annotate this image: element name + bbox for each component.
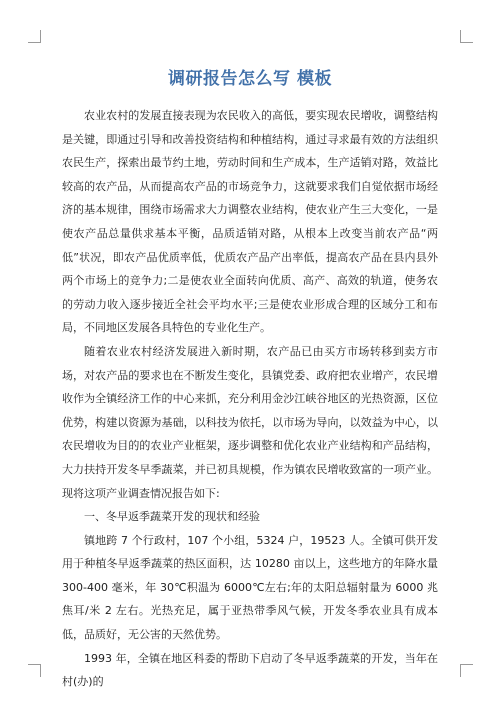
paragraph-intro: 农业农村的发展直接表现为农民收入的高低，要实现农民增收，调整结构是关键，即通过引导和改善投资结构和种植结构，通过寻求最有效的方法组织农民生产，探索出最节约土地，劳动时间和生产成本，生产适销对路，效益比较高的农产品，从而提高农产品的市场竞争力，这就要求我们自觉依据市场经济的基本规律，围绕市场需求大力调整农业结构，使农业产生三大变化，一是使农产品总量供求基本平衡，品质适销对路，从根本上改变当前农产品“两低”状况，即农产品优质率低，优质农产品产出率低，提高农产品在县内县外两个市场上的竞争力;二是使农业全面转向优质、高产、高效的轨道，使务农的劳动力收入逐步接近全社会平均水平;三是使农业形成合理的区域分工和布局，不同地区发展各具特色的专业化生产。 [62,109,438,335]
paragraph-background: 随着农业农村经济发展进入新时期，农产品已由买方市场转移到卖方市场，对农产品的要求也在不断发生变化，县镇党委、政府把农业增产，农民增收作为全镇经济工作的中心来抓，充分利用金沙江峡谷地区的光热资源，区位优势，构建以资源为基础，以科技为依托，以市场为导向，以效益为中心，以农民增收为目的的农业产业框架，逐步调整和优化农业产业结构和产品结构，大力扶持开发冬早季蔬菜，并已初具规模，作为镇农民增收致富的一项产业。现将这项产业调查情况报告如下: [62,344,438,500]
document-body [62,104,438,694]
document-title: 调研报告怎么写 模板 [168,69,332,89]
crop-mark-top-right [460,30,473,43]
crop-mark-bottom-right [460,664,473,677]
crop-mark-bottom-left [28,664,41,677]
paragraph-town-overview: 镇地跨 7 个行政村，107 个小组，5324 户，19523 人。全镇可供开发用于种植冬早返季蔬菜的热区面积，达 10280 亩以上，这些地方的年降水量 300-400 毫米，年 30℃积温为 6000℃左右;年的太阳总辐射量为 6000 兆焦耳/米 2 左右。光热充足，属于亚热带季风气候，开发冬季农业具有成本低，品质好，无公害的天然优势。 [62,533,438,642]
section-heading: 一、冬早返季蔬菜开发的现状和经验 [84,510,260,524]
crop-mark-top-left [28,30,41,43]
paragraph-history: 1993 年，全镇在地区科委的帮助下启动了冬早返季蔬菜的开发，当年在村(办)的 [62,651,438,689]
